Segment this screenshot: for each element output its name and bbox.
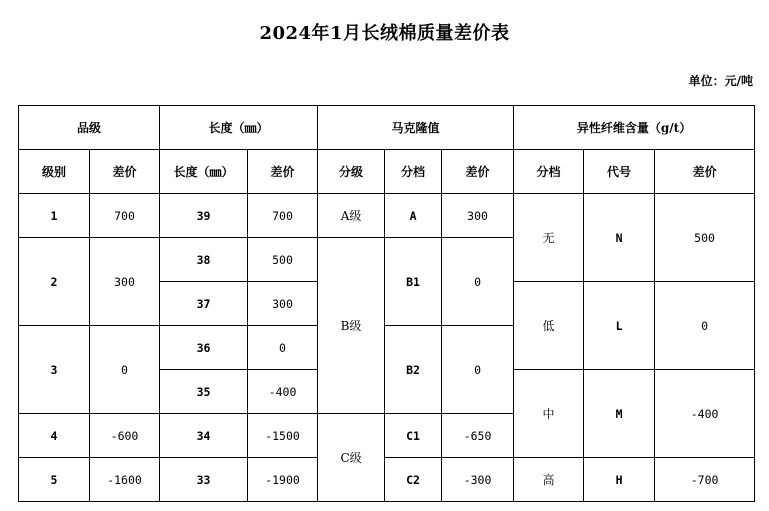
grade-diff-cell: 0 [90, 326, 160, 414]
grade-diff-cell: 700 [90, 194, 160, 238]
length-cell: 33 [160, 458, 248, 502]
foreign-diff-cell: 500 [655, 194, 755, 282]
grade-diff-cell: -600 [90, 414, 160, 458]
foreign-grade-cell: 无 [514, 194, 584, 282]
length-diff-cell: -400 [248, 370, 318, 414]
mic-class-cell: B级 [318, 238, 385, 414]
header-length: 长度（㎜） [160, 150, 248, 194]
grade-level-cell: 4 [19, 414, 90, 458]
unit-label: 单位：元/吨 [688, 74, 753, 88]
mic-diff-cell: 300 [442, 194, 514, 238]
grade-level-cell: 1 [19, 194, 90, 238]
mic-diff-cell: 0 [442, 326, 514, 414]
group-header-row [19, 106, 755, 150]
mic-diff-cell: -300 [442, 458, 514, 502]
group-header-foreign-fiber: 异性纤维含量（g/t） [514, 106, 755, 150]
header-foreign-code: 代号 [584, 150, 655, 194]
group-header-length: 长度（㎜） [160, 106, 318, 150]
table-row [19, 458, 755, 502]
group-header-micronaire: 马克隆值 [318, 106, 514, 150]
column-header-row [19, 150, 755, 194]
page-title: 2024年1月长绒棉质量差价表 [259, 23, 510, 44]
length-diff-cell: -1500 [248, 414, 318, 458]
length-diff-cell: 300 [248, 282, 318, 326]
header-mic-diff: 差价 [442, 150, 514, 194]
header-mic-class: 分级 [318, 150, 385, 194]
foreign-grade-cell: 高 [514, 458, 584, 502]
length-cell: 37 [160, 282, 248, 326]
mic-grade-cell: A [385, 194, 442, 238]
length-cell: 35 [160, 370, 248, 414]
mic-grade-cell: C2 [385, 458, 442, 502]
grade-diff-cell: 300 [90, 238, 160, 326]
mic-grade-cell: B2 [385, 326, 442, 414]
table-row [19, 194, 755, 238]
foreign-code-cell: M [584, 370, 655, 458]
header-mic-grade: 分档 [385, 150, 442, 194]
length-cell: 34 [160, 414, 248, 458]
price-difference-table [18, 105, 755, 502]
length-diff-cell: 0 [248, 326, 318, 370]
header-grade-diff: 差价 [90, 150, 160, 194]
mic-grade-cell: C1 [385, 414, 442, 458]
length-cell: 39 [160, 194, 248, 238]
length-diff-cell: 500 [248, 238, 318, 282]
length-diff-cell: -1900 [248, 458, 318, 502]
foreign-grade-cell: 低 [514, 282, 584, 370]
mic-grade-cell: B1 [385, 238, 442, 326]
mic-class-cell: C级 [318, 414, 385, 502]
length-cell: 36 [160, 326, 248, 370]
foreign-diff-cell: -400 [655, 370, 755, 458]
grade-level-cell: 2 [19, 238, 90, 326]
header-grade-level: 级别 [19, 150, 90, 194]
mic-diff-cell: 0 [442, 238, 514, 326]
foreign-code-cell: N [584, 194, 655, 282]
header-foreign-diff: 差价 [655, 150, 755, 194]
header-length-diff: 差价 [248, 150, 318, 194]
mic-class-cell: A级 [318, 194, 385, 238]
length-diff-cell: 700 [248, 194, 318, 238]
grade-level-cell: 3 [19, 326, 90, 414]
length-cell: 38 [160, 238, 248, 282]
mic-diff-cell: -650 [442, 414, 514, 458]
foreign-code-cell: H [584, 458, 655, 502]
grade-diff-cell: -1600 [90, 458, 160, 502]
header-foreign-grade: 分档 [514, 150, 584, 194]
group-header-grade: 品级 [19, 106, 160, 150]
foreign-diff-cell: 0 [655, 282, 755, 370]
grade-level-cell: 5 [19, 458, 90, 502]
foreign-grade-cell: 中 [514, 370, 584, 458]
foreign-code-cell: L [584, 282, 655, 370]
foreign-diff-cell: -700 [655, 458, 755, 502]
